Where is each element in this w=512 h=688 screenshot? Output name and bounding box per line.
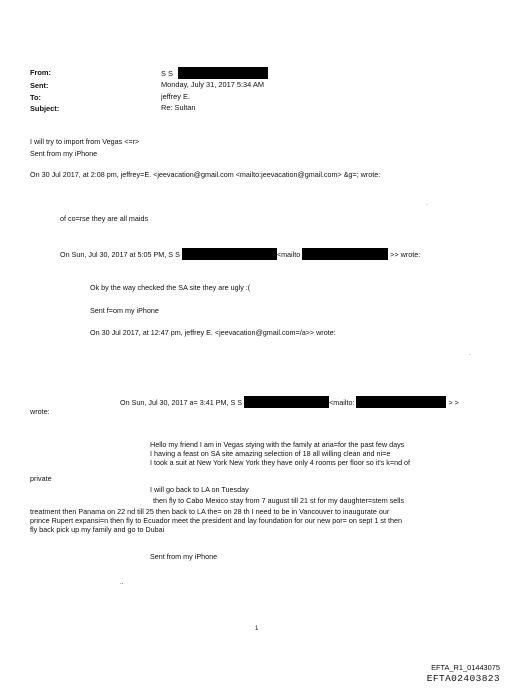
page-number: 1 xyxy=(255,626,259,632)
bates-number-2: EFTA02403823 xyxy=(426,673,500,684)
body-line-quote-header: On 30 Jul 2017, at 2:08 pm, jeffrey=E. <jeevacation@gmail.com <mailto:jeevacation@gmail.com> &g=; wrote: xyxy=(30,170,381,179)
sent-from-iphone: Sent from my iPhone xyxy=(150,552,218,561)
sent-label: Sent: xyxy=(30,81,49,90)
quote-mailto: <mailto xyxy=(276,250,301,259)
from-name: S S xyxy=(161,69,173,78)
quote-header-prefix: On Sun, Jul 30, 2017 at 5:05 PM, S S xyxy=(60,250,180,259)
quote-maids: of co=rse they are all maids xyxy=(60,214,149,223)
message-paragraph-1 xyxy=(150,440,480,467)
from-value xyxy=(161,67,268,79)
redaction-bar xyxy=(302,248,388,260)
private-word: private xyxy=(30,474,52,483)
message-line: fly back pick up my family and go to Dubai xyxy=(30,525,165,534)
message-line: I took a suit at New York New York they have only 4 rooms per floor so it's k=nd of xyxy=(150,458,411,467)
message-line: I having a feast on SA site amazing selection of 18 all willing clean and ni=e xyxy=(150,449,391,458)
wrote-label: wrote: xyxy=(30,407,50,416)
quote-header-505 xyxy=(60,248,420,260)
quote-header-1247: On 30 Jul 2017, at 12:47 pm, jeffrey E. <jeevacation@gmail.com=/a>> wrote: xyxy=(90,328,336,337)
message-line-la: I will go back to LA on Tuesday xyxy=(150,485,249,494)
quote-header-suffix: > > xyxy=(448,398,459,407)
message-paragraph-2 xyxy=(30,507,490,534)
redaction-bar xyxy=(356,396,446,408)
body-line-import: I will try to import from Vegas <=r> xyxy=(30,137,140,146)
to-label: To: xyxy=(30,93,41,102)
sent-value: Monday, July 31, 2017 5:34 AM xyxy=(161,80,264,89)
to-value: jeffrey E. xyxy=(161,92,191,101)
redaction-bar xyxy=(178,67,268,79)
body-line-sent-from: Sent from my iPhone xyxy=(30,149,98,158)
redaction-bar xyxy=(182,248,277,260)
redaction-bar xyxy=(244,396,329,408)
stray-dot: · xyxy=(469,352,471,358)
subject-value: Re: Sultan xyxy=(161,103,196,112)
message-line: prince Rupert expansi=n then fly to Ecuador meet the president and lay foundation for our new por= on sept 1 st then xyxy=(30,516,402,525)
quote-ugly: Ok by the way checked the SA site they are ugly :( xyxy=(90,283,251,292)
bates-number-1: EFTA_R1_01443075 xyxy=(431,663,500,672)
quote-header-suffix: >> wrote: xyxy=(390,250,421,259)
stray-dot: · xyxy=(426,202,428,208)
message-line-cabo: then fly to Cabo Mexico stay from 7 august till 21 st for my daughter=stem sells xyxy=(153,496,405,505)
subject-label: Subject: xyxy=(30,104,60,113)
quote-sent-from: Sent f=om my iPhone xyxy=(90,306,159,315)
quote-header-prefix: On Sun, Jul 30, 2017 a= 3:41 PM, S S xyxy=(120,398,243,407)
message-line: treatment then Panama on 22 nd till 25 then back to LA the= on 28 th I need to be in Vancouver to inaugurate our xyxy=(30,507,390,516)
stray-dots: .. xyxy=(120,580,124,586)
quote-mailto: <mailto: xyxy=(329,398,355,407)
quote-header-341 xyxy=(120,396,459,408)
from-label: From: xyxy=(30,68,51,77)
message-line: Hello my friend I am in Vegas stying with the family at aria=for the past few days xyxy=(150,440,405,449)
